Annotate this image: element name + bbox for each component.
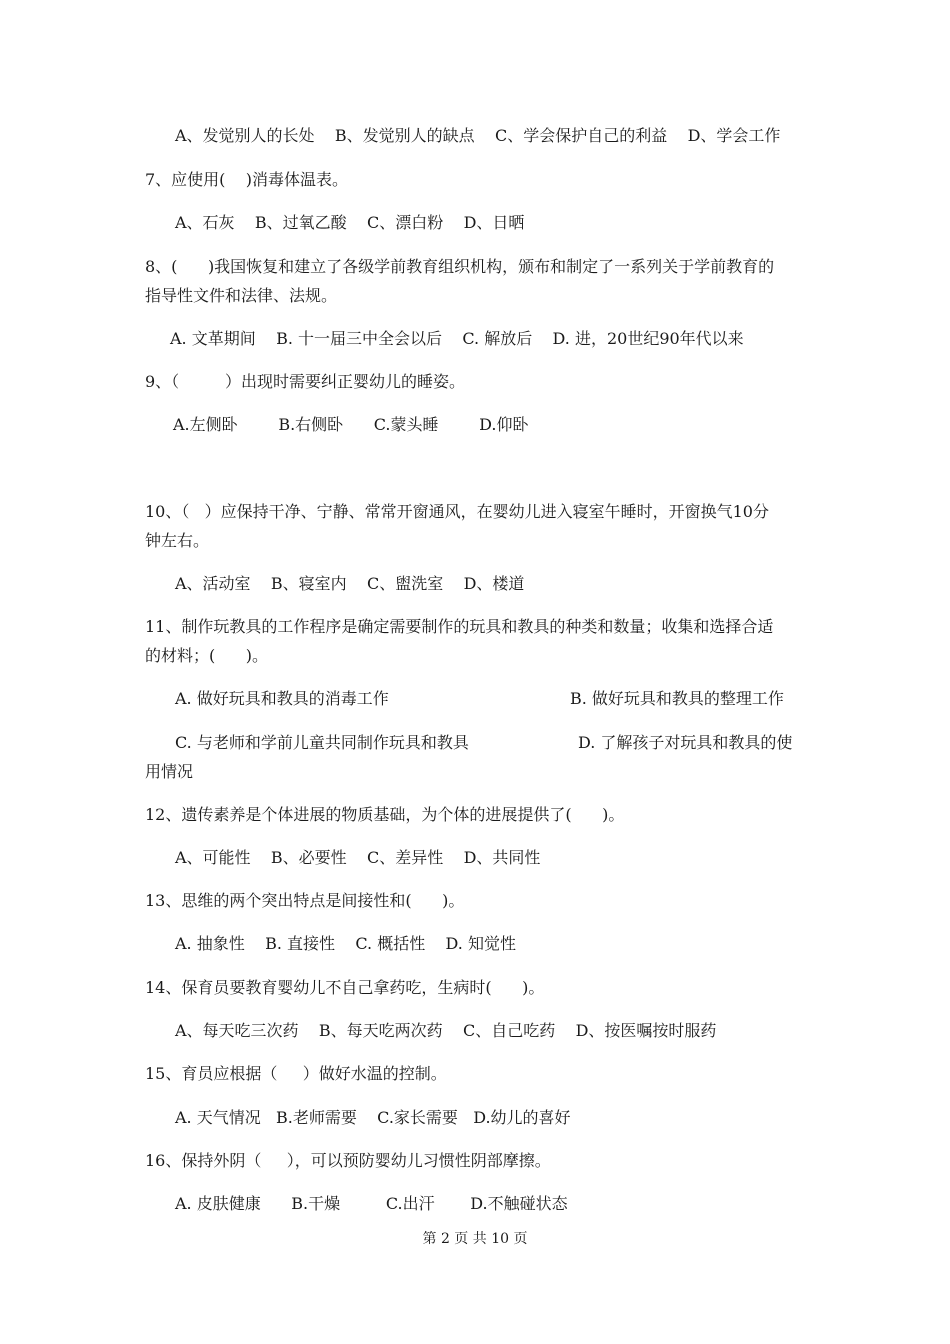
question-11-option-d-line-1: D. 了解孩子对玩具和教具的使 xyxy=(578,733,793,752)
question-10-options: A、活动室 B、寝室内 C、盥洗室 D、楼道 xyxy=(175,574,525,593)
question-9-options: A.左侧卧 B.右侧卧 C.蒙头睡 D.仰卧 xyxy=(173,415,529,434)
question-8-stem-line-2: 指导性文件和法律、法规。 xyxy=(145,286,338,305)
question-10-stem-line-1: 10、（ ）应保持干净、宁静、常常开窗通风，在婴幼儿进入寝室午睡时，开窗换气10分 xyxy=(145,502,769,521)
question-11-option-b: B. 做好玩具和教具的整理工作 xyxy=(570,689,784,708)
question-16-options: A. 皮肤健康 B.干燥 C.出汗 D.不触碰状态 xyxy=(175,1194,568,1213)
question-13-options: A. 抽象性 B. 直接性 C. 概括性 D. 知觉性 xyxy=(175,934,516,953)
question-6-options: A、发觉别人的长处 B、发觉别人的缺点 C、学会保护自己的利益 D、学会工作 xyxy=(175,126,781,145)
question-16-stem: 16、保持外阴（ ），可以预防婴幼儿习惯性阴部摩擦。 xyxy=(145,1151,551,1170)
question-11-option-d-line-2: 用情况 xyxy=(145,762,194,781)
question-11-option-a: A. 做好玩具和教具的消毒工作 xyxy=(175,689,389,708)
question-7-stem: 7、应使用( )消毒体温表。 xyxy=(145,170,349,189)
question-8-options: A. 文革期间 B. 十一届三中全会以后 C. 解放后 D. 进，20世纪90年代以来 xyxy=(170,329,744,348)
question-8-stem-line-1: 8、( )我国恢复和建立了各级学前教育组织机构，颁布和制定了一系列关于学前教育的 xyxy=(145,257,775,276)
page-number-footer: 第 2 页 共 10 页 xyxy=(422,1231,528,1247)
question-7-options: A、石灰 B、过氧乙酸 C、漂白粉 D、日晒 xyxy=(175,213,525,232)
question-10-stem-line-2: 钟左右。 xyxy=(145,531,210,550)
question-11-stem-line-2: 的材料；( )。 xyxy=(145,646,269,665)
question-9-stem: 9、（ ）出现时需要纠正婴幼儿的睡姿。 xyxy=(145,372,465,391)
question-15-options: A. 天气情况 B.老师需要 C.家长需要 D.幼儿的喜好 xyxy=(175,1108,571,1127)
question-13-stem: 13、思维的两个突出特点是间接性和( )。 xyxy=(145,891,465,910)
question-14-stem: 14、保育员要教育婴幼儿不自己拿药吃，生病时( )。 xyxy=(145,978,545,997)
question-14-options: A、每天吃三次药 B、每天吃两次药 C、自己吃药 D、按医嘱按时服药 xyxy=(175,1021,717,1040)
question-11-stem-line-1: 11、制作玩教具的工作程序是确定需要制作的玩具和教具的种类和数量；收集和选择合适 xyxy=(145,617,774,636)
question-15-stem: 15、育员应根据（ ）做好水温的控制。 xyxy=(145,1064,447,1083)
question-12-stem: 12、遗传素养是个体进展的物质基础，为个体的进展提供了( )。 xyxy=(145,805,625,824)
question-11-option-c: C. 与老师和学前儿童共同制作玩具和教具 xyxy=(175,733,469,752)
question-12-options: A、可能性 B、必要性 C、差异性 D、共同性 xyxy=(175,848,541,867)
